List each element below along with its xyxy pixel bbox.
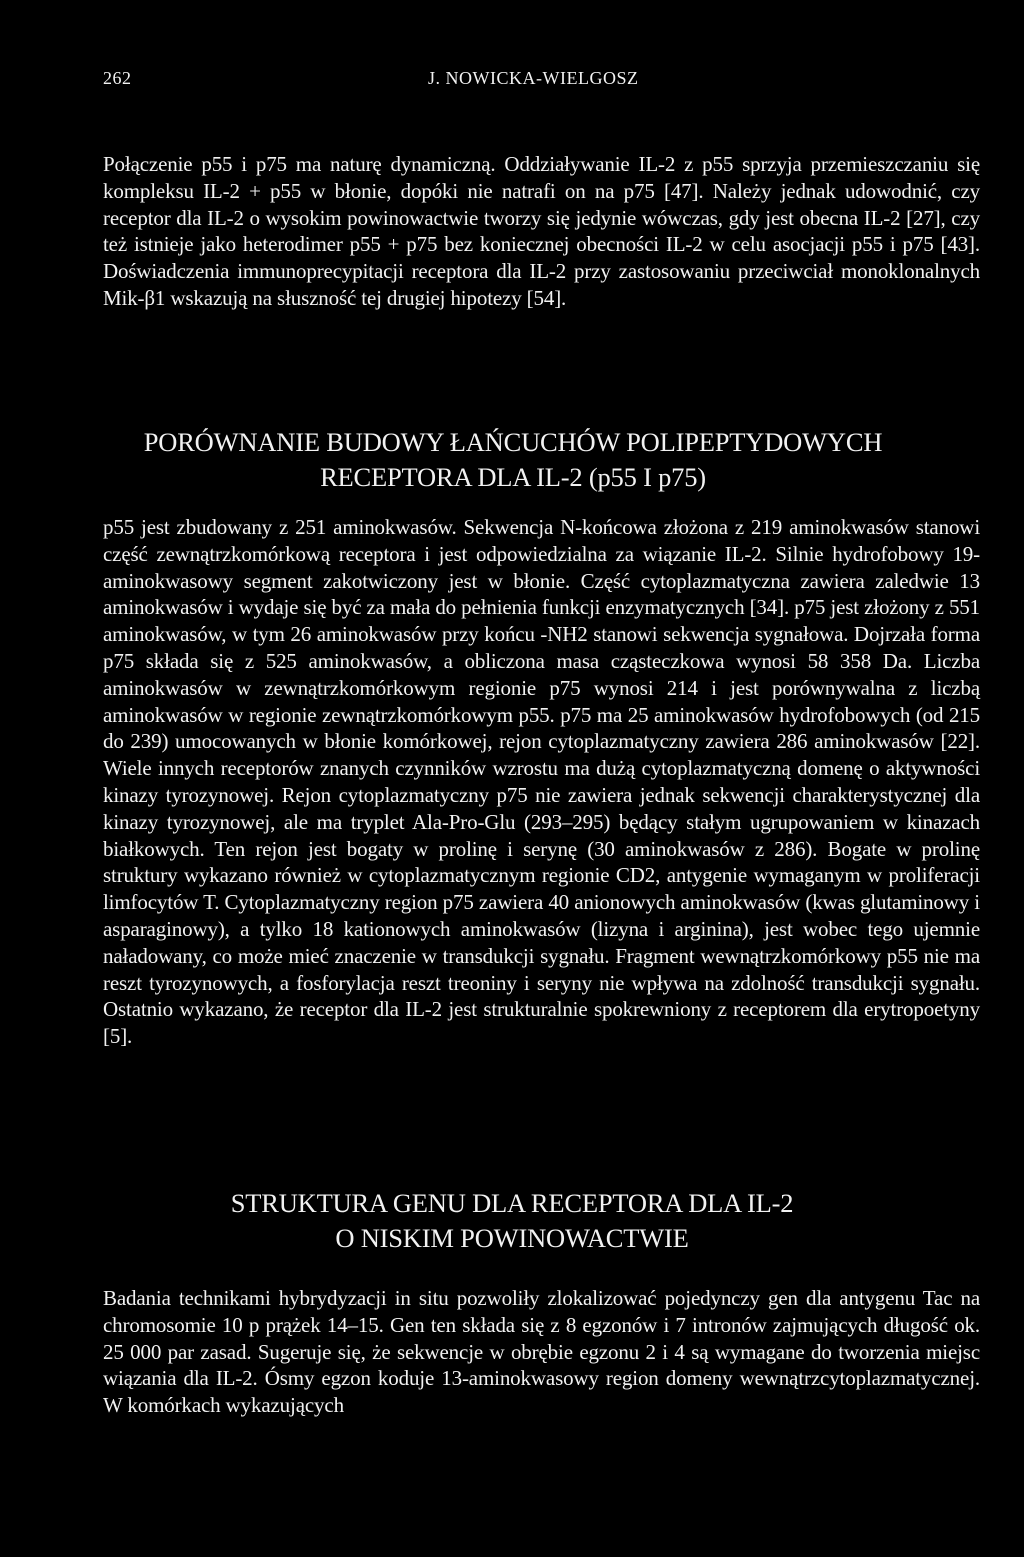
author-running-head: J. NOWICKA-WIELGOSZ [428, 68, 639, 88]
section-heading-line: O NISKIM POWINOWACTWIE [335, 1223, 689, 1253]
paragraph-gene-localization: Badania technikami hybrydyzacji in situ pozwoliły zlokalizować pojedynczy gen dla antygenu Tac na chromosomie 10 p prążek 14–15. Gen ten składa się z 8 egzonów i 7 intronów zajmujących długość ok. 25 000 par zasad. Sugeruje się, że sekwencje w obrębie egzonu 2 i 4 są wymagane do tworzenia miejsc wiązania dla IL-2. Ósmy egzon koduje 13-aminokwasowy region domeny wewnątrzcytoplazmatycznej. W komórkach wykazujących [103, 1286, 980, 1418]
section-heading-chain-comparison [88, 425, 938, 495]
section-heading-line: PORÓWNANIE BUDOWY ŁAŃCUCHÓW POLIPEPTYDOWYCH [143, 427, 883, 457]
section-heading-gene-structure [68, 1186, 956, 1256]
paragraph-heterodimer-association: Połączenie p55 i p75 ma naturę dynamiczną. Oddziaływanie IL-2 z p55 sprzyja przemieszczaniu się kompleksu IL-2 + p55 w błonie, dopóki nie natrafi on na p75 [47]. Należy jednak udowodnić, czy receptor dla IL-2 o wysokim powinowactwie tworzy się jedynie wówczas, gdy jest obecna IL-2 [27], czy też istnieje jako heterodimer p55 + p75 bez koniecznej obecności IL-2 w celu asocjacji p55 i p75 [43]. Doświadczenia immunoprecypitacji receptora dla IL-2 przy zastosowaniu przeciwciał monoklonalnych Mik-β1 wskazują na słuszność tej drugiej hipotezy [54]. [103, 152, 980, 310]
page-number: 262 [103, 68, 132, 88]
running-header [103, 68, 921, 98]
paragraph-chain-structure: p55 jest zbudowany z 251 aminokwasów. Sekwencja N-końcowa złożona z 219 aminokwasów stanowi część zewnątrzkomórkową receptora i jest odpowiedzialna za wiązanie IL-2. Silnie hydrofobowy 19-aminokwasowy segment zakotwiczony jest w błonie. Część cytoplazmatyczna zawiera zaledwie 13 aminokwasów i wydaje się być za mała do pełnienia funkcji enzymatycznych [34]. p75 jest złożony z 551 aminokwasów, w tym 26 aminokwasów przy końcu -NH2 stanowi sekwencja sygnałowa. Dojrzała forma p75 składa się z 525 aminokwasów, a obliczona masa cząsteczkowa wynosi 58 358 Da. Liczba aminokwasów w zewnątrzkomórkowym regionie p75 wynosi 214 i jest porównywalna z liczbą aminokwasów w regionie zewnątrzkomórkowym p55. p75 ma 25 aminokwasów hydrofobowych (od 215 do 239) umocowanych w błonie komórkowej, rejon cytoplazmatyczny zawiera 286 aminokwasów [22]. Wiele innych receptorów znanych czynników wzrostu ma dużą cytoplazmatyczną domenę o aktywności kinazy tyrozynowej. Rejon cytoplazmatyczny p75 nie zawiera jednak sekwencji charakterystycznej dla kinazy tyrozynowej, ale ma tryplet Ala-Pro-Glu (293–295) będący stałym ugrupowaniem w kinazach białkowych. Ten rejon jest bogaty w prolinę i serynę (30 aminokwasów z 286). Bogate w prolinę struktury wykazano również w cytoplazmatycznym regionie CD2, antygenie wymaganym w proliferacji limfocytów T. Cytoplazmatyczny region p75 zawiera 40 anionowych aminokwasów (kwas glutaminowy i asparaginowy), a tylko 18 kationowych aminokwasów (lizyna i arginina), jest wobec tego ujemnie naładowany, co może mieć znaczenie w transdukcji sygnału. Fragment wewnątrzkomórkowy p55 nie ma reszt tyrozynowych, a fosforylacja reszt treoniny i seryny nie wpływa na zdolność transdukcji sygnału. Ostatnio wykazano, że receptor dla IL-2 jest strukturalnie spokrewniony z receptorem dla erytropoetyny [5]. [103, 515, 980, 1049]
section-heading-line: RECEPTORA DLA IL-2 (p55 I p75) [320, 462, 706, 492]
section-heading-line: STRUKTURA GENU DLA RECEPTORA DLA IL-2 [230, 1188, 794, 1218]
